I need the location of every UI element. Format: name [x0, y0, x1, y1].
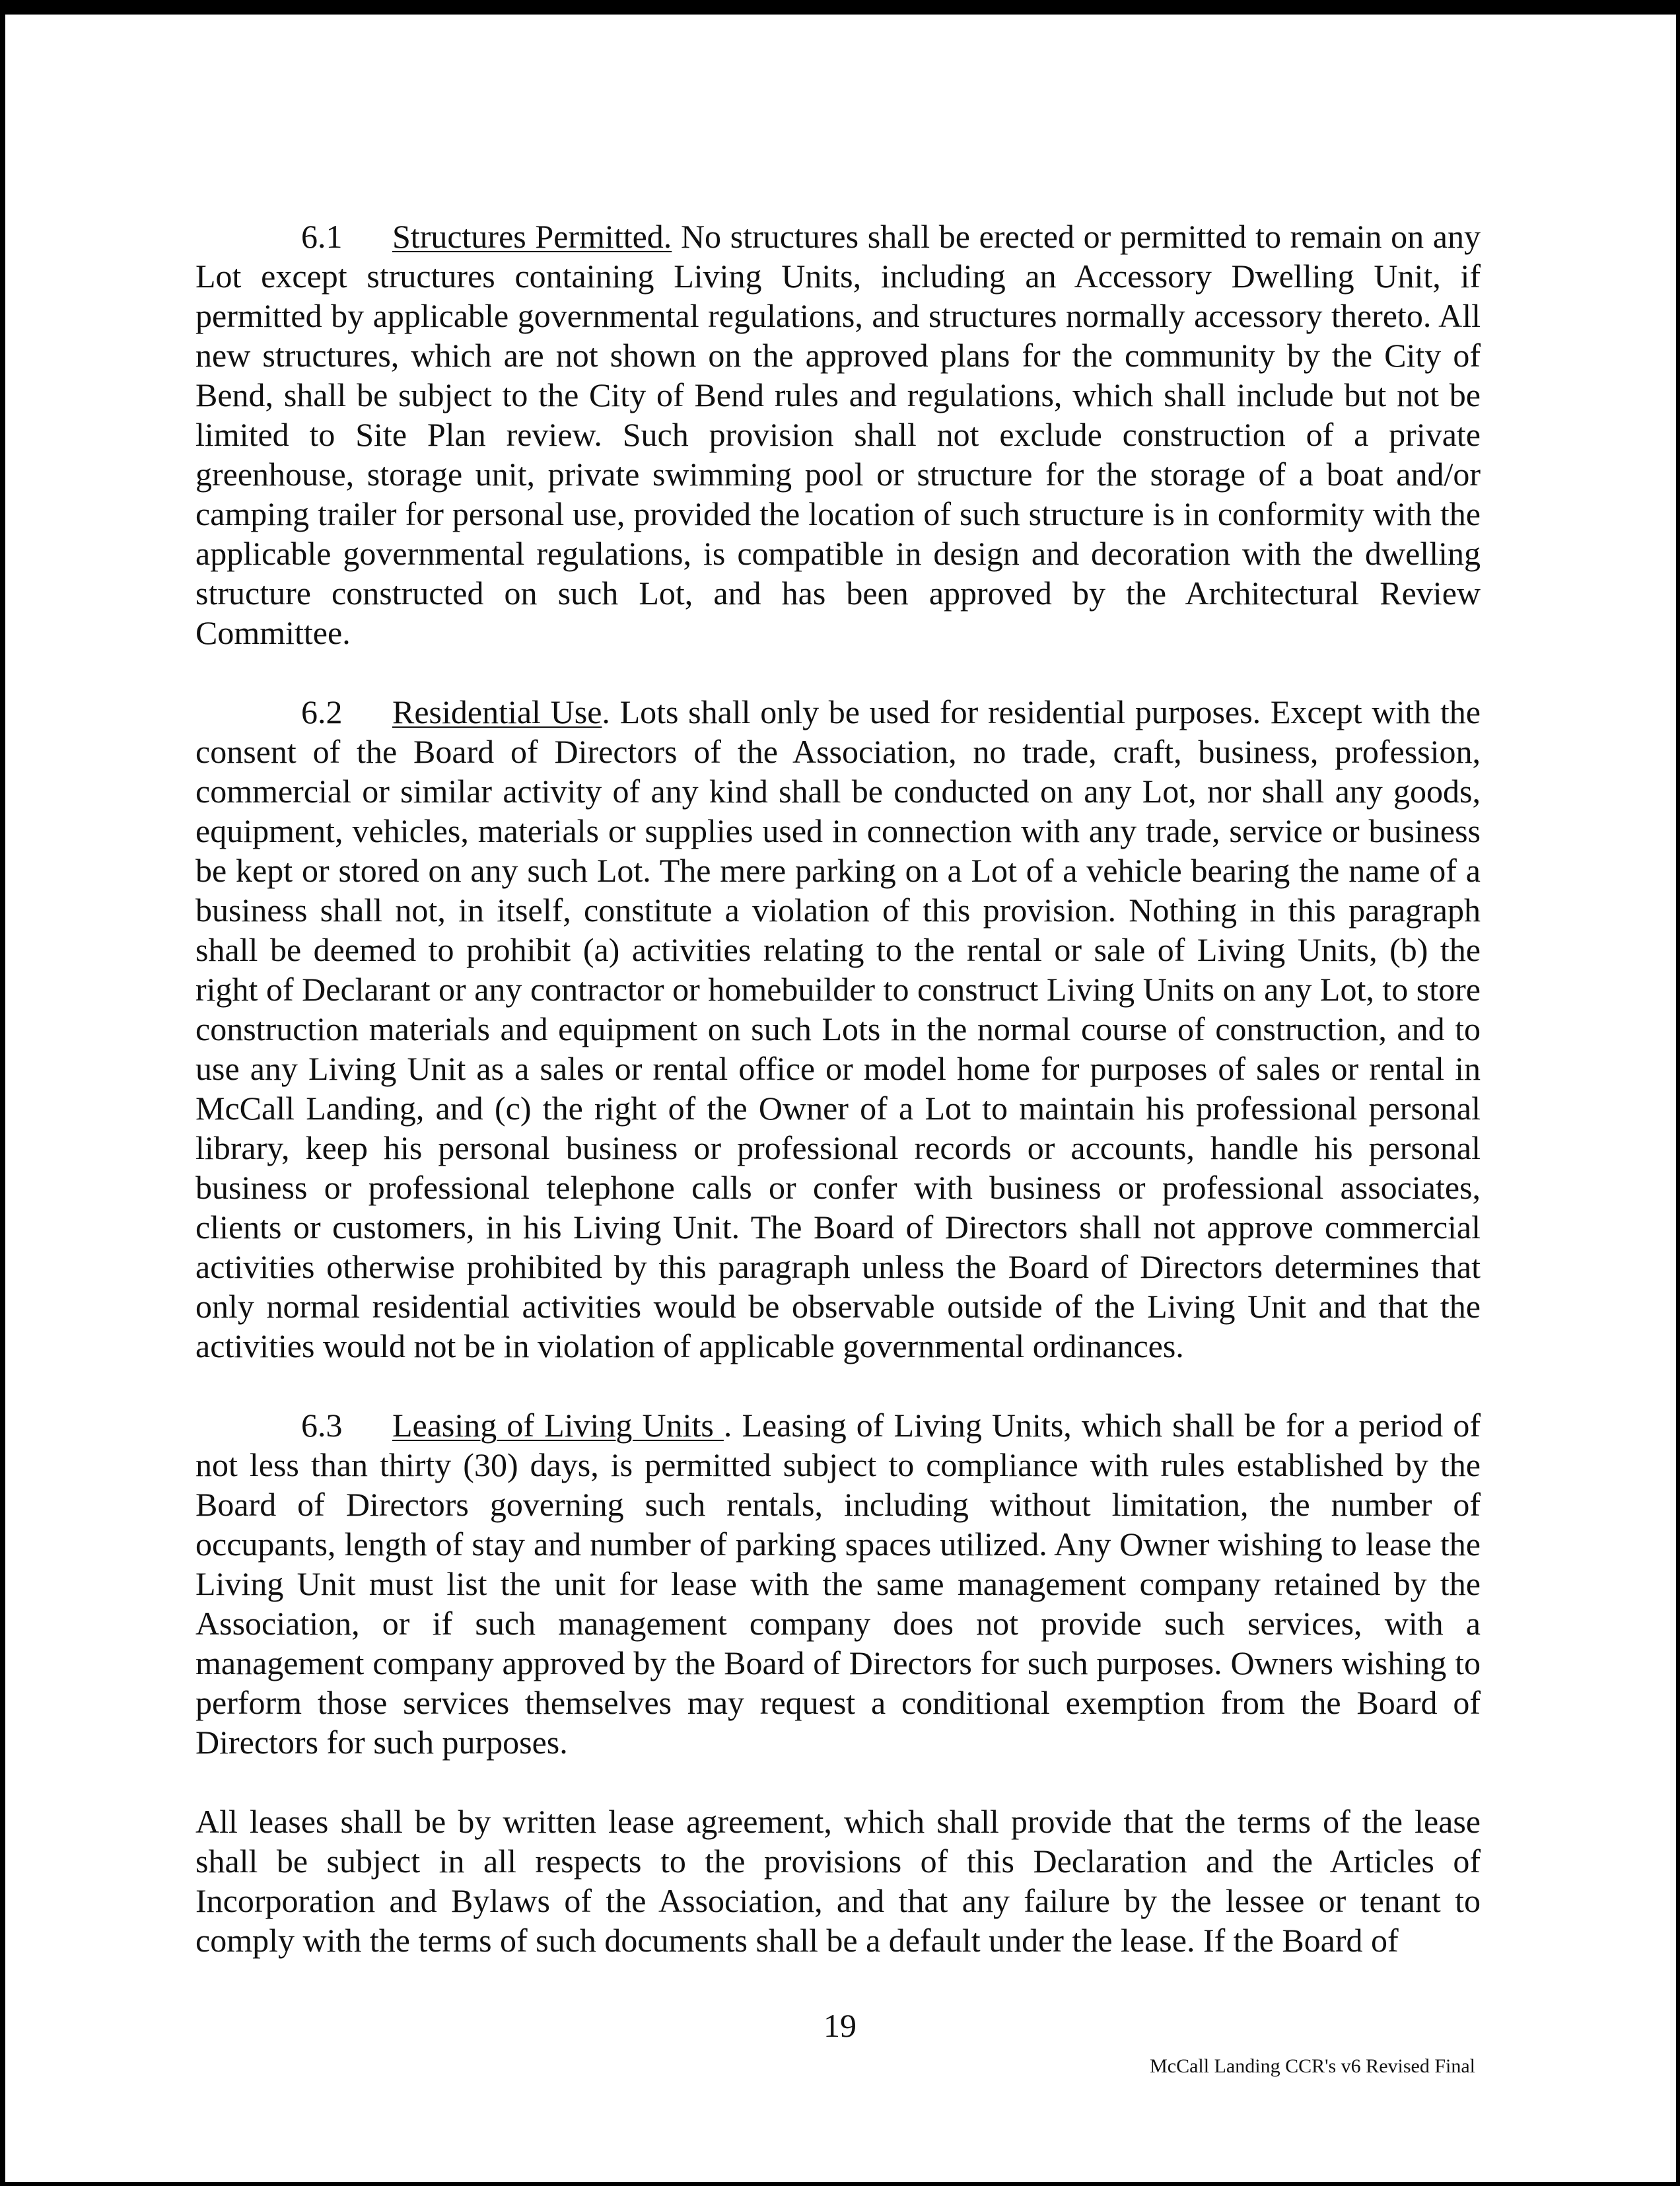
section-6-3 [195, 1405, 1481, 1762]
section-6-1 [195, 217, 1481, 652]
section-number: 6.2 [301, 693, 343, 730]
section-body: . Leasing of Living Units, which shall be for a period of not less than thirty (30) days, is permitted subject to compliance with rules established by the Board of Directors governing such rentals, including without limitation, the number of occupants, length of stay and number of parking spaces utilized. Any Owner wishing to lease the Living Unit must list the unit for lease with the same management company retained by the Association, or if such management company does not provide such services, with a management company approved by the Board of Directors for such purposes. Owners wishing to perform those services themselves may request a conditional exemption from the Board of Directors for such purposes. [195, 1407, 1481, 1761]
continuation-paragraph: All leases shall be by written lease agreement, which shall provide that the terms of the lease shall be subject in all respects to the provisions of this Declaration and the Articles of Incorporation and Bylaws of the Association, and that any failure by the lessee or tenant to comply with the terms of such documents shall be a default under the lease. If the Board of [195, 1803, 1481, 1959]
scan-border-right [1676, 0, 1680, 2186]
document-page [195, 217, 1481, 2000]
section-title: Structures Permitted. [392, 218, 672, 255]
section-number: 6.1 [301, 218, 343, 255]
scan-border-top [0, 0, 1680, 15]
document-footer: McCall Landing CCR's v6 Revised Final [1150, 2055, 1475, 2077]
section-title: Residential Use [392, 693, 602, 730]
section-title: Leasing of Living Units [392, 1407, 724, 1444]
section-body: No structures shall be erected or permitted to remain on any Lot except structures containing Living Units, including an Accessory Dwelling Unit, if permitted by applicable governmental regulations, and structures normally accessory thereto. All new structures, which are not shown on the approved plans for the community by the City of Bend, shall be subject to the City of Bend rules and regulations, which shall include but not be limited to Site Plan review. Such provision shall not exclude construction of a private greenhouse, storage unit, private swimming pool or structure for the storage of a boat and/or camping trailer for personal use, provided the location of such structure is in conformity with the applicable governmental regulations, is compatible in design and decoration with the dwelling structure constructed on such Lot, and has been approved by the Architectural Review Committee. [195, 218, 1481, 651]
scan-border-left [0, 0, 5, 2186]
scan-border-bottom [0, 2182, 1680, 2186]
page-number: 19 [823, 2007, 857, 2044]
section-6-2 [195, 692, 1481, 1366]
section-number: 6.3 [301, 1407, 343, 1444]
section-body: . Lots shall only be used for residential purposes. Except with the consent of the Board of Directors of the Association, no trade, craft, business, profession, commercial or similar activity of any kind shall be conducted on any Lot, nor shall any goods, equipment, vehicles, materials or supplies used in connection with any trade, service or business be kept or stored on any such Lot. The mere parking on a Lot of a vehicle bearing the name of a business shall not, in itself, constitute a violation of this provision. Nothing in this paragraph shall be deemed to prohibit (a) activities relating to the rental or sale of Living Units, (b) the right of Declarant or any contractor or homebuilder to construct Living Units on any Lot, to store construction materials and equipment on such Lots in the normal course of construction, and to use any Living Unit as a sales or rental office or model home for purposes of sales or rental in McCall Landing, and (c) the right of the Owner of a Lot to maintain his professional personal library, keep his personal business or professional records or accounts, handle his personal business or professional telephone calls or confer with business or professional associates, clients or customers, in his Living Unit. The Board of Directors shall not approve commercial activities otherwise prohibited by this paragraph unless the Board of Directors determines that only normal residential activities would be observable outside of the Living Unit and that the activities would not be in violation of applicable governmental ordinances. [195, 693, 1481, 1364]
